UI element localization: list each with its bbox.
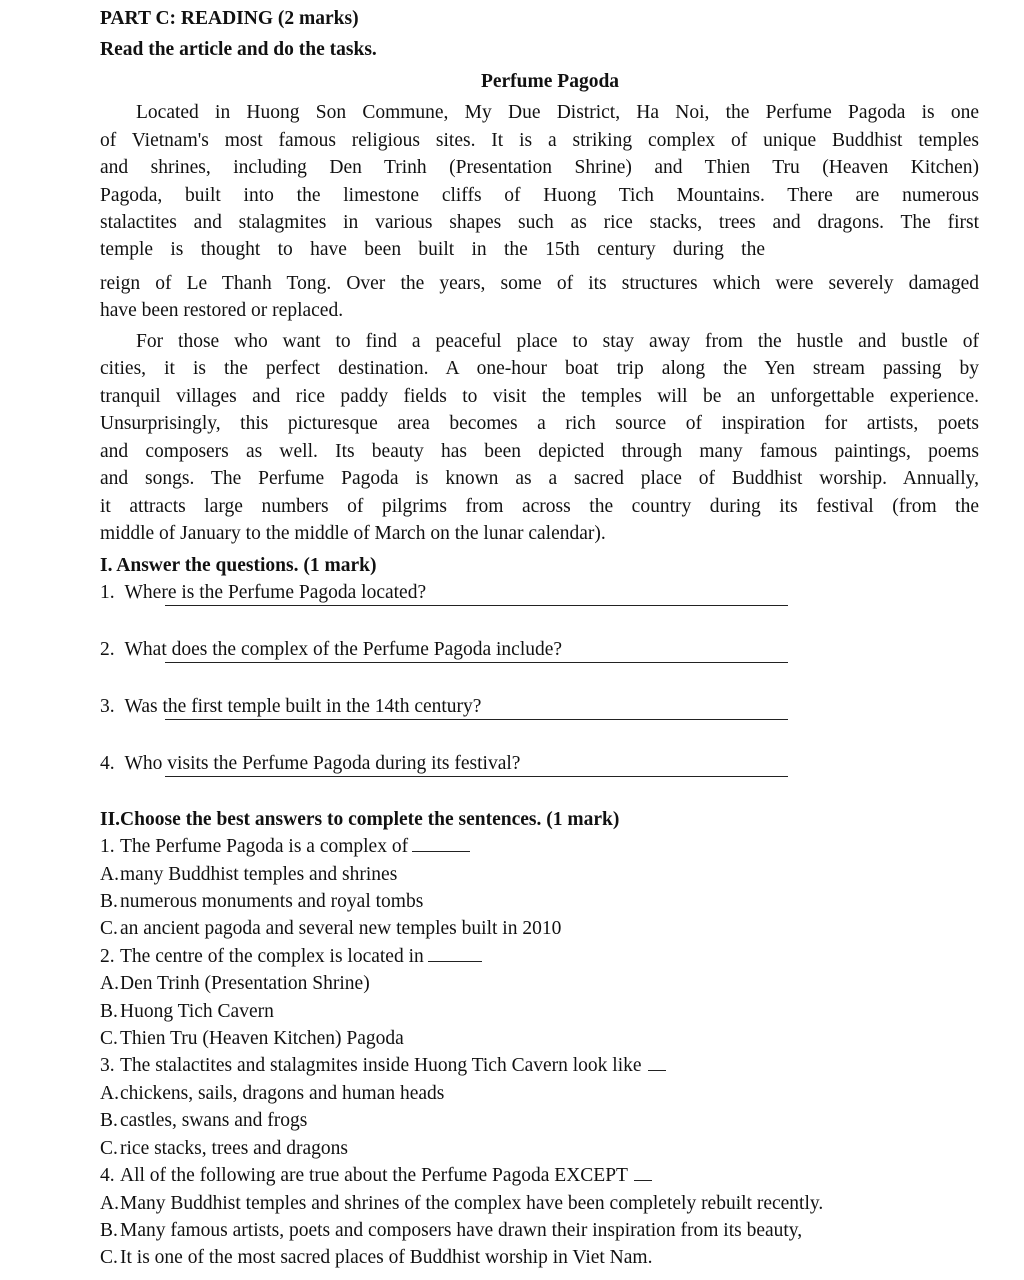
question-stem: All of the following are true about the Perfume Pagoda EXCEPT bbox=[120, 1165, 628, 1186]
answer-blank[interactable] bbox=[412, 835, 470, 852]
question-4 bbox=[100, 752, 520, 776]
mc-question-2 bbox=[100, 945, 482, 969]
paragraph2-line: and composers as well. Its beauty has been depicted through many famous paintings, poems bbox=[100, 441, 979, 462]
option-letter: C. bbox=[100, 1028, 118, 1049]
option-text: Many famous artists, poets and composers have drawn their inspiration from its beauty, bbox=[120, 1220, 803, 1241]
answer-line-4[interactable] bbox=[165, 776, 788, 777]
paragraph2-line: tranquil villages and rice paddy fields to visit the temples will be an unforgettable experience. bbox=[100, 386, 979, 407]
option-text: Den Trinh (Presentation Shrine) bbox=[120, 973, 370, 994]
mc-question-4 bbox=[100, 1164, 652, 1188]
option-letter: C. bbox=[100, 1138, 118, 1159]
question-number: 3. bbox=[100, 1055, 115, 1076]
option-4a[interactable] bbox=[100, 1192, 823, 1216]
paragraph1-line: of Vietnam's most famous religious sites. It is a striking complex of unique Buddhist temples bbox=[100, 130, 979, 151]
option-letter: C. bbox=[100, 918, 118, 939]
mc-question-3 bbox=[100, 1054, 666, 1078]
mc-question-1 bbox=[100, 835, 470, 859]
option-letter: A. bbox=[100, 864, 119, 885]
option-text: numerous monuments and royal tombs bbox=[120, 891, 424, 912]
paragraph1-line: reign of Le Thanh Tong. Over the years, some of its structures which were severely damaged bbox=[100, 273, 979, 294]
option-text: Many Buddhist temples and shrines of the complex have been completely rebuilt recently. bbox=[120, 1193, 824, 1214]
option-2b[interactable] bbox=[100, 1000, 274, 1024]
question-stem: The centre of the complex is located in bbox=[120, 946, 424, 967]
option-letter: B. bbox=[100, 1110, 118, 1131]
option-text: an ancient pagoda and several new temples built in 2010 bbox=[120, 918, 562, 939]
option-text: Huong Tich Cavern bbox=[120, 1001, 274, 1022]
option-text: castles, swans and frogs bbox=[120, 1110, 308, 1131]
paragraph2-line: For those who want to find a peaceful place to stay away from the hustle and bustle of bbox=[136, 331, 979, 352]
answer-line-3[interactable] bbox=[165, 719, 788, 720]
question-number: 1. bbox=[100, 836, 115, 857]
question-text: Who visits the Perfume Pagoda during its festival? bbox=[124, 753, 521, 774]
paragraph2-line: middle of January to the middle of March on the lunar calendar). bbox=[100, 523, 606, 544]
question-number: 2. bbox=[100, 639, 115, 660]
question-1 bbox=[100, 581, 426, 605]
article-title: Perfume Pagoda bbox=[480, 71, 620, 92]
option-letter: C. bbox=[100, 1247, 118, 1268]
option-text: chickens, sails, dragons and human heads bbox=[120, 1083, 445, 1104]
question-number: 4. bbox=[100, 1165, 115, 1186]
question-stem: The stalactites and stalagmites inside Huong Tich Cavern look like bbox=[120, 1055, 642, 1076]
instruction: Read the article and do the tasks. bbox=[100, 39, 377, 60]
paragraph1-line: have been restored or replaced. bbox=[100, 300, 344, 321]
option-letter: B. bbox=[100, 1001, 118, 1022]
section2-heading: II.Choose the best answers to complete the sentences. (1 mark) bbox=[100, 809, 620, 830]
paragraph2-line: it attracts large numbers of pilgrims from across the country during its festival (from the bbox=[100, 496, 979, 517]
option-letter: B. bbox=[100, 1220, 118, 1241]
paragraph2-line: cities, it is the perfect destination. A one-hour boat trip along the Yen stream passing by bbox=[100, 358, 979, 379]
question-text: What does the complex of the Perfume Pagoda include? bbox=[124, 639, 563, 660]
part-title: PART C: READING (2 marks) bbox=[100, 8, 359, 29]
option-letter: B. bbox=[100, 891, 118, 912]
section1-heading: I. Answer the questions. (1 mark) bbox=[100, 555, 377, 576]
paragraph2-line: and songs. The Perfume Pagoda is known as a sacred place of Buddhist worship. Annually, bbox=[100, 468, 979, 489]
option-text: many Buddhist temples and shrines bbox=[120, 864, 398, 885]
option-letter: A. bbox=[100, 973, 119, 994]
question-number: 2. bbox=[100, 946, 115, 967]
option-text: Thien Tru (Heaven Kitchen) Pagoda bbox=[120, 1028, 404, 1049]
paragraph1-line: Pagoda, built into the limestone cliffs of Huong Tich Mountains. There are numerous bbox=[100, 185, 979, 206]
paragraph1-line: and shrines, including Den Trinh (Presentation Shrine) and Thien Tru (Heaven Kitchen) bbox=[100, 157, 979, 178]
question-text: Was the first temple built in the 14th century? bbox=[124, 696, 482, 717]
paragraph1-line: temple is thought to have been built in the 15th century during the bbox=[100, 239, 765, 260]
question-number: 1. bbox=[100, 582, 115, 603]
option-3c[interactable] bbox=[100, 1137, 348, 1161]
option-1b[interactable] bbox=[100, 890, 423, 914]
question-3 bbox=[100, 695, 481, 719]
paragraph2-line: Unsurprisingly, this picturesque area becomes a rich source of inspiration for artists, poets bbox=[100, 413, 979, 434]
question-2 bbox=[100, 638, 562, 662]
question-number: 4. bbox=[100, 753, 115, 774]
option-4b[interactable] bbox=[100, 1219, 802, 1243]
option-1a[interactable] bbox=[100, 863, 397, 887]
option-2a[interactable] bbox=[100, 972, 370, 996]
paragraph1-line: stalactites and stalagmites in various shapes such as rice stacks, trees and dragons. The first bbox=[100, 212, 979, 233]
option-2c[interactable] bbox=[100, 1027, 404, 1051]
answer-blank[interactable] bbox=[634, 1164, 652, 1181]
answer-blank[interactable] bbox=[648, 1054, 666, 1071]
option-1c[interactable] bbox=[100, 917, 561, 941]
option-3a[interactable] bbox=[100, 1082, 444, 1106]
answer-line-2[interactable] bbox=[165, 662, 788, 663]
option-3b[interactable] bbox=[100, 1109, 307, 1133]
question-stem: The Perfume Pagoda is a complex of bbox=[120, 836, 409, 857]
option-letter: A. bbox=[100, 1083, 119, 1104]
question-text: Where is the Perfume Pagoda located? bbox=[124, 582, 427, 603]
answer-line-1[interactable] bbox=[165, 605, 788, 606]
option-4c[interactable] bbox=[100, 1246, 652, 1270]
answer-blank[interactable] bbox=[428, 945, 482, 962]
paragraph1-line: Located in Huong Son Commune, My Due District, Ha Noi, the Perfume Pagoda is one bbox=[136, 102, 979, 123]
option-text: It is one of the most sacred places of Buddhist worship in Viet Nam. bbox=[120, 1247, 653, 1268]
question-number: 3. bbox=[100, 696, 115, 717]
option-letter: A. bbox=[100, 1193, 119, 1214]
option-text: rice stacks, trees and dragons bbox=[120, 1138, 348, 1159]
